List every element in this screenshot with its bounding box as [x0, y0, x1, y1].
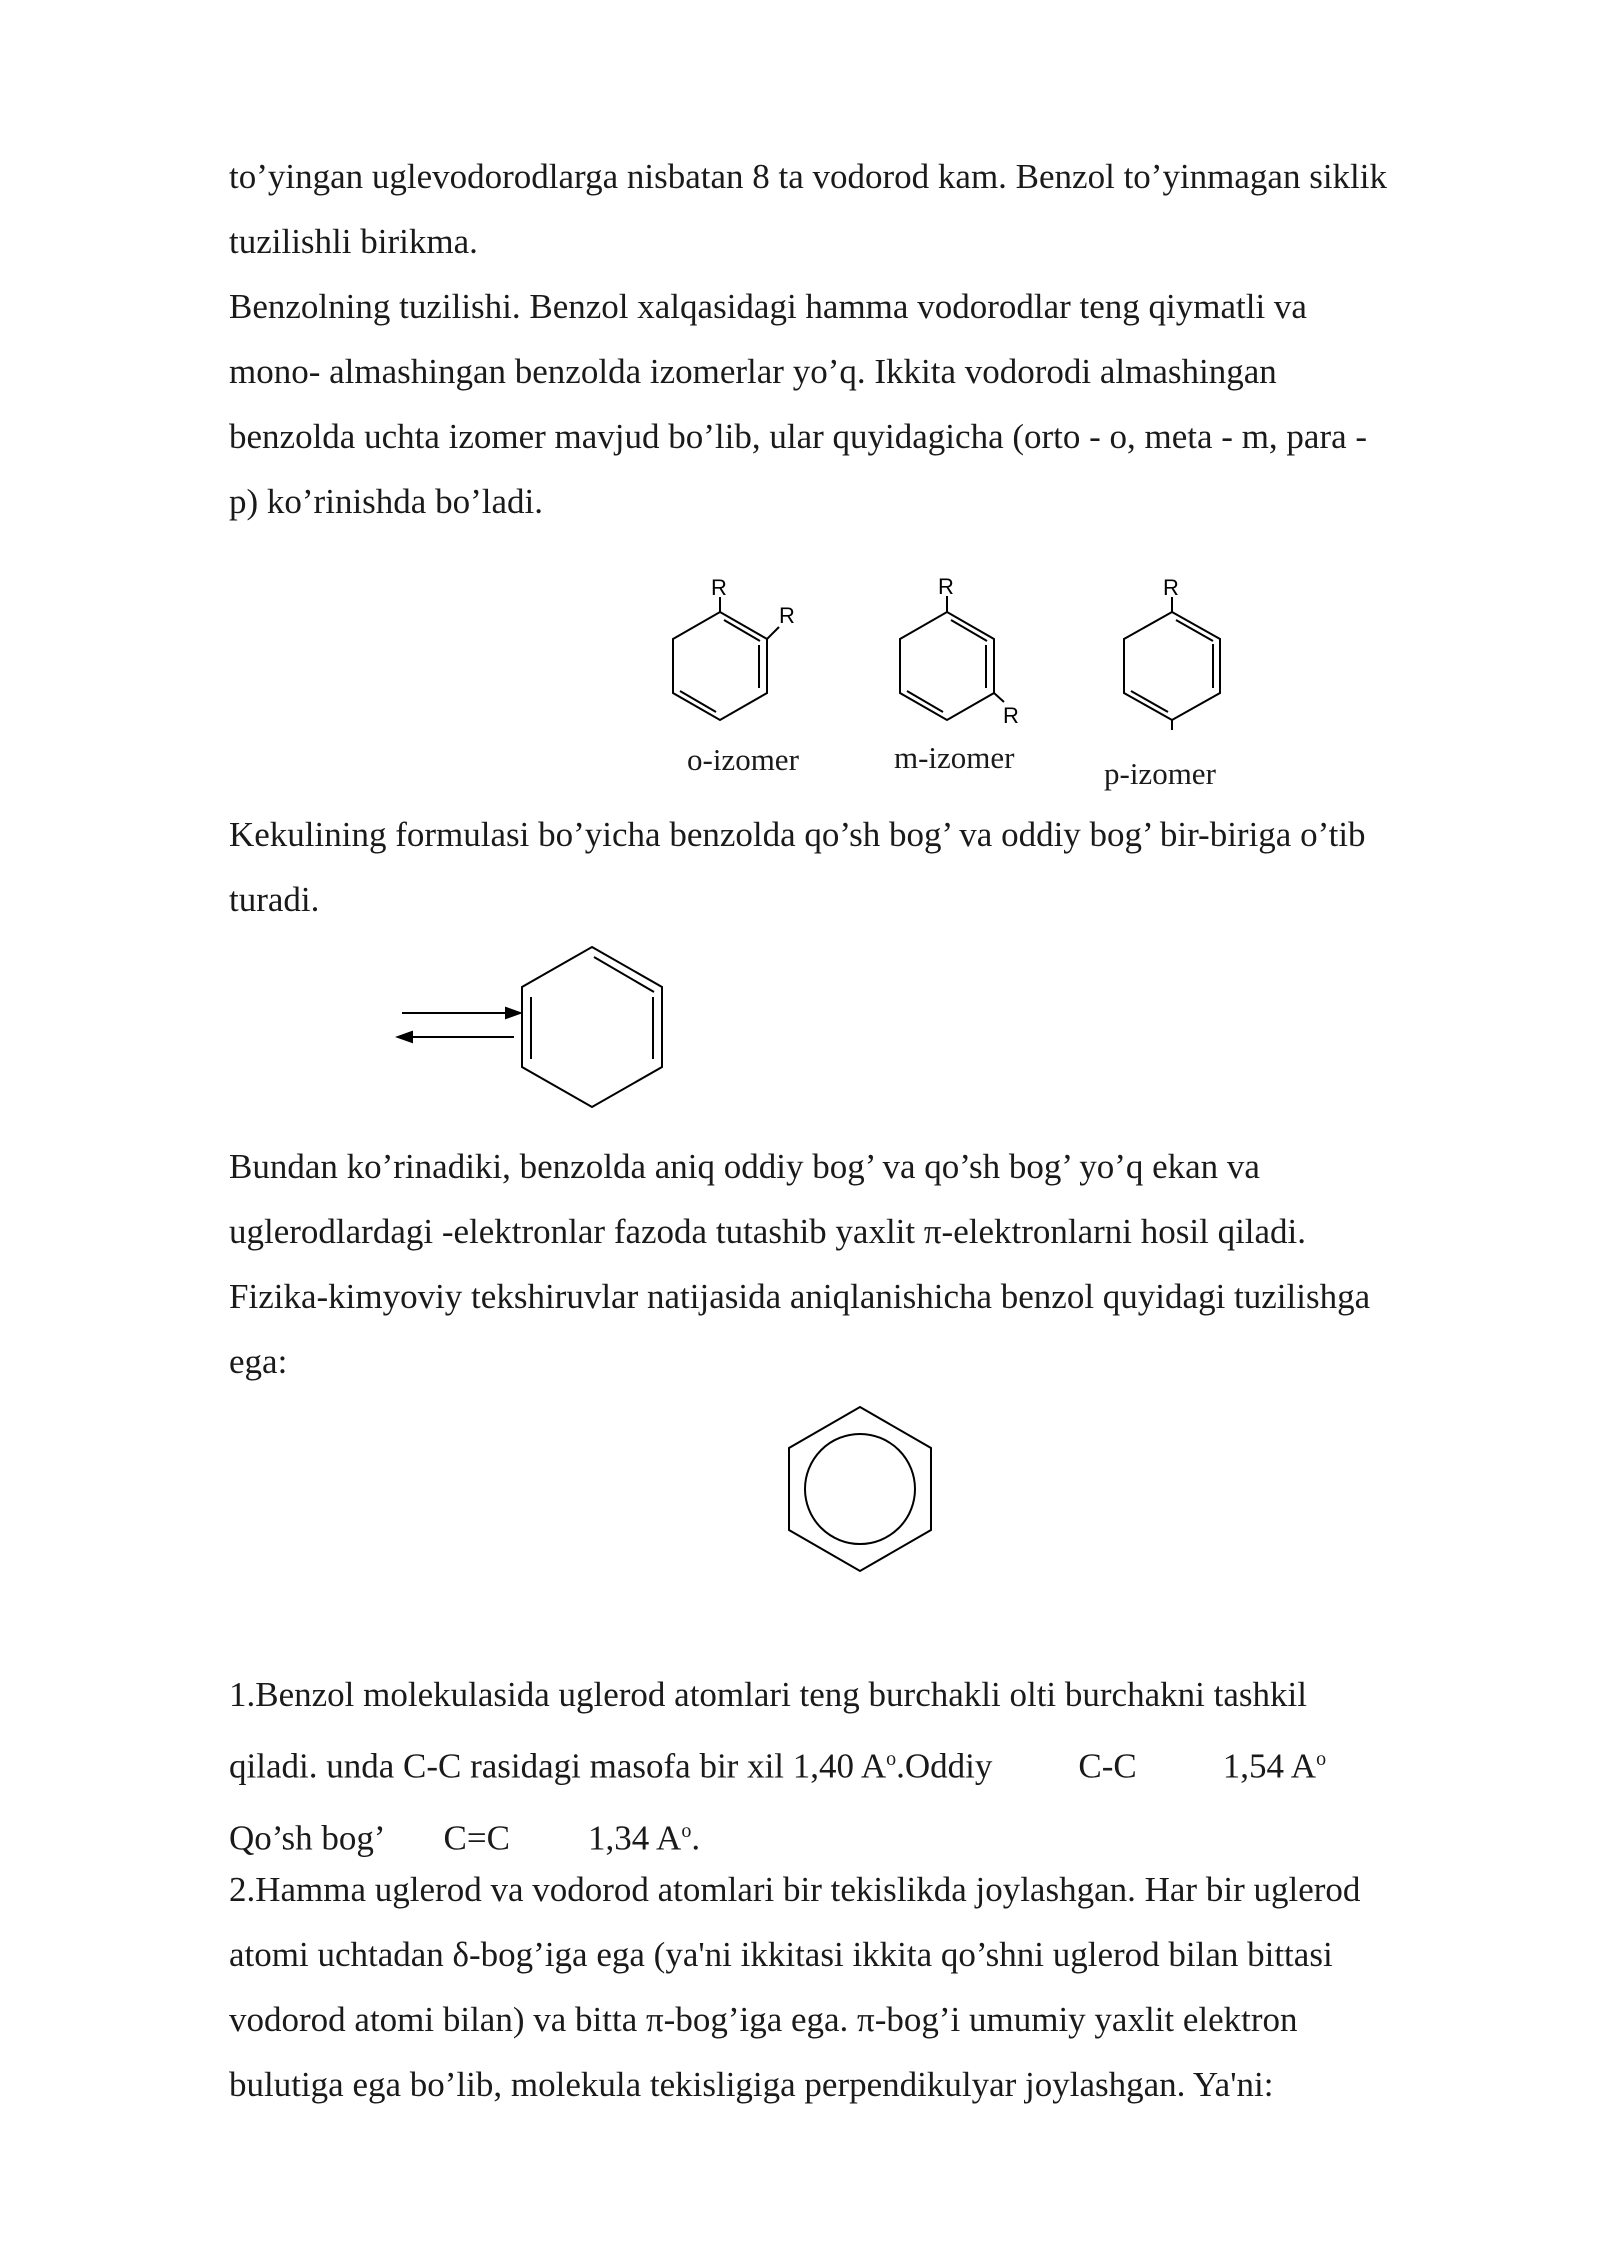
paragraph-line: uglerodlardagi -elektronlar fazoda tutashib yaxlit π-elektronlarni hosil qiladi. [229, 1212, 1307, 1251]
single-bond-length: 1,54 A [1222, 1746, 1317, 1786]
angstrom-superscript: o [681, 1819, 692, 1842]
planarity-text [229, 1857, 1529, 2117]
paragraph-line: Fizika-kimyoviy tekshiruvlar natijasida aniqlanishicha benzol quyidagi tuzilishga [229, 1277, 1371, 1316]
kekule-text [229, 802, 1529, 932]
paragraph-line: p) ko’rinishda bo’ladi. [229, 482, 543, 521]
single-bond-formula: C-C [1078, 1746, 1137, 1786]
single-bond-intro: .Oddiy [896, 1746, 993, 1786]
ortho-isomer-structure [650, 575, 810, 735]
double-bond-end: . [691, 1818, 701, 1858]
paragraph-line: mono- almashingan benzolda izomerlar yo’q. Ikkita vodorodi almashingan [229, 352, 1277, 391]
double-bond-formula: C=C [443, 1818, 510, 1858]
paragraph-line: Benzolning tuzilishi. Benzol xalqasidagi hamma vodorodlar teng qiymatli va [229, 287, 1307, 326]
substituent-label: R [711, 575, 727, 600]
substituent-label: R [1163, 575, 1179, 600]
paragraph-line: vodorod atomi bilan) va bitta π-bog’iga ega. π-bog’i umumiy yaxlit elektron [229, 2000, 1298, 2039]
meta-isomer-structure [880, 572, 1040, 732]
substituent-label: R [1003, 703, 1019, 728]
benzene-ring-structure [785, 1405, 935, 1575]
paragraph-line: bulutiga ega bo’lib, molekula tekisligiga perpendikulyar joylashgan. Ya'ni: [229, 2065, 1274, 2104]
cc-distance-text: qiladi. unda C-C rasidagi masofa bir xil 1,40 A [229, 1746, 887, 1786]
paragraph-line: tuzilishli birikma. [229, 222, 478, 261]
intro-text [229, 144, 1529, 534]
double-bond-length: 1,34 A [587, 1818, 682, 1858]
para-caption: p-izomer [1104, 756, 1216, 791]
paragraph-line: Kekulining formulasi bo’yicha benzolda qo’sh bog’ va oddiy bog’ bir-biriga o’tib [229, 815, 1366, 854]
paragraph-line: atomi uchtadan δ-bog’iga ega (ya'ni ikkitasi ikkita qo’shni uglerod bilan bittasi [229, 1935, 1333, 1974]
paragraph-line: 1.Benzol molekulasida uglerod atomlari teng burchakli olti burchakni tashkil [229, 1675, 1307, 1714]
paragraph-line: turadi. [229, 880, 320, 919]
paragraph-line: benzolda uchta izomer mavjud bo’lib, ular quyidagicha (orto - o, meta - m, para - [229, 417, 1368, 456]
paragraph-line: 2.Hamma uglerod va vodorod atomlari bir tekislikda joylashgan. Har bir uglerod [229, 1870, 1361, 1909]
bond-lengths-text [229, 1662, 1529, 1870]
kekule-equilibrium-diagram [230, 940, 680, 1120]
meta-caption: m-izomer [894, 740, 1015, 775]
para-isomer-structure [1105, 575, 1235, 745]
paragraph-line: to’yingan uglevodorodlarga nisbatan 8 ta vodorod kam. Benzol to’yinmagan siklik [229, 157, 1388, 196]
substituent-label: R [779, 603, 795, 628]
paragraph-line: ega: [229, 1342, 288, 1381]
double-bond-label: Qo’sh bog’ [229, 1818, 386, 1858]
ortho-caption: o-izomer [687, 742, 799, 777]
angstrom-superscript: o [886, 1748, 897, 1770]
delocalization-text [229, 1134, 1529, 1394]
substituent-label: R [938, 574, 954, 599]
angstrom-superscript: o [1316, 1748, 1327, 1770]
bond-length-line [229, 1727, 1529, 1799]
paragraph-line: Bundan ko’rinadiki, benzolda aniq oddiy bog’ va qo’sh bog’ yo’q ekan va [229, 1147, 1260, 1186]
